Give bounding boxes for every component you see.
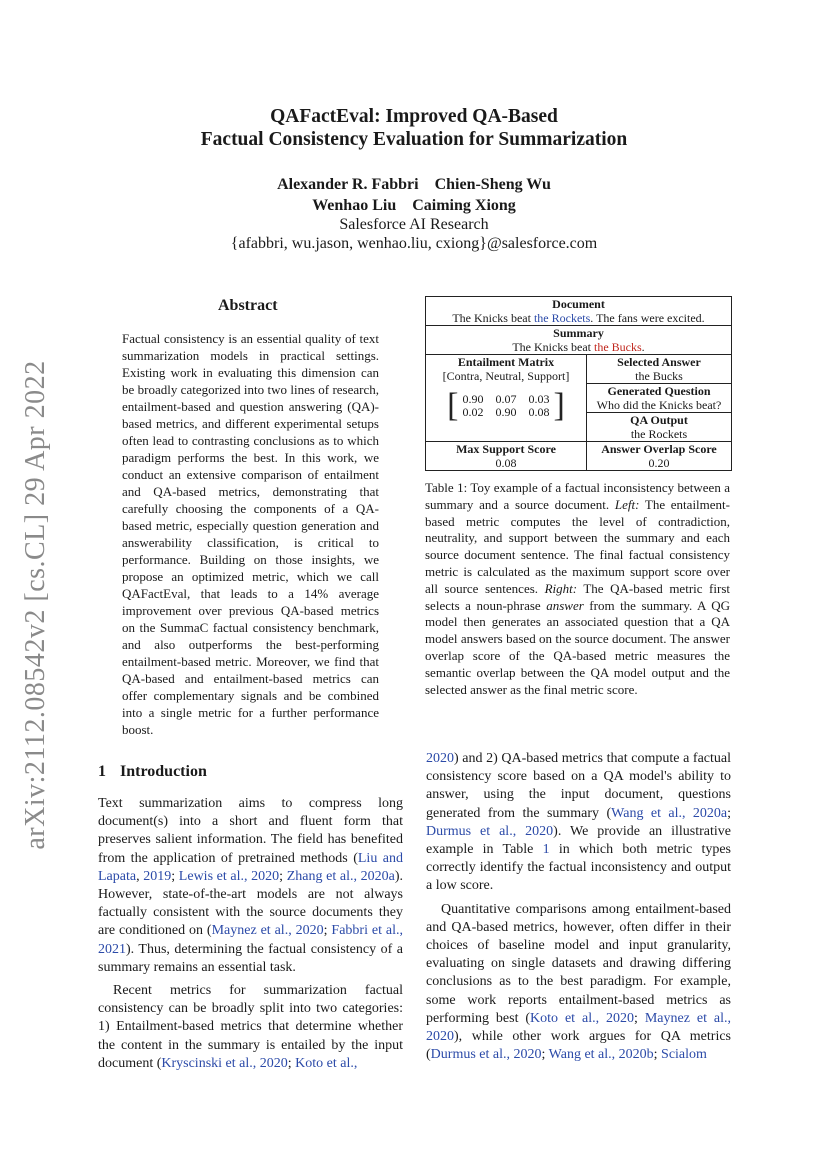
- document-text: . The fans were excited.: [590, 311, 705, 325]
- body-text: ;: [287, 1055, 296, 1071]
- citation-link[interactable]: Koto et al., 2020: [530, 1010, 635, 1026]
- matrix-value: 0.03: [528, 392, 550, 406]
- summary-text: .: [641, 340, 645, 354]
- citation-link[interactable]: 2020: [426, 751, 454, 766]
- citation-link[interactable]: Wang et al., 2020a: [611, 805, 728, 821]
- citation-link[interactable]: Wang et al., 2020b: [548, 1047, 654, 1063]
- caption-text: The entailment-based metric computes the level of contradiction, neutrality, and support between the summary and each source document sentence. The final factual consistency metric is calculated as the maximum support score over all source sentences.: [425, 496, 730, 596]
- max-support-label: Max Support Score: [456, 442, 556, 456]
- caption-text: The QA-based metric first selects a noun-phrase: [425, 580, 730, 613]
- selected-answer: the Bucks: [635, 369, 683, 383]
- paper-title-line1: QAFactEval: Improved QA-Based: [270, 106, 558, 127]
- body-text: ;: [653, 1047, 662, 1063]
- answer-overlap-label: Answer Overlap Score: [601, 442, 717, 456]
- qa-output-label: QA Output: [630, 413, 688, 427]
- caption-text: Table 1: Toy example of a factual inconsistency between a summary and a source document.: [425, 480, 730, 512]
- body-text: Quantitative comparisons among entailment-based and QA-based metrics, however, often differ in their choices of baseline model and input granularity, evaluating on single datasets and drawing differing conclusions as to the best paradigm. For example, some work reports entailment-based metrics as performing best (: [426, 901, 731, 1026]
- matrix-value: 0.02: [462, 405, 484, 419]
- intro-paragraph-1: [98, 795, 403, 977]
- abstract-text: Factual consistency is an essential quality of text summarization models in practical settings. Existing work in evaluating this dimension can be broadly categorized into two lines of research, entailment-based and question answering (QA)-based metrics, and different experimental setups often lead to contrasting conclusions as to which paradigm performs the best. In this work, we conduct an extensive comparison of entailment and QA-based metrics, demonstrating that carefully choosing the components of a QA-based metric, especially question generation and answerability classification, is critical to performance. Building on those insights, we propose an optimized metric, which we call QAFactEval, that leads to a 14% average improvement over previous QA-based metrics on the SummaC factual consistency benchmark, and also outperforms the best-performing entailment-based metric. Moreover, we find that QA-based and entailment-based metrics can offer complementary signals and be combined into a single metric for a further performance boost.: [122, 331, 379, 737]
- intro-left-column: [98, 795, 403, 1078]
- body-text: ) and 2) QA-based metrics that compute a factual consistency score based on a QA model's ability to answer, using the input document, questions generated from the summary (: [426, 751, 731, 821]
- generated-question: Who did the Knicks beat?: [596, 398, 722, 412]
- summary-text: The Knicks beat: [512, 340, 594, 354]
- body-text: ), while other work argues for QA metrics (: [426, 1029, 731, 1063]
- caption-answer-term: answer: [546, 597, 584, 613]
- generated-question-block: [587, 383, 731, 412]
- author-name: Caiming Xiong: [412, 197, 516, 214]
- arxiv-stamp: [12, 360, 60, 850]
- body-text: ). Thus, determining the factual consistency of a summary remains an essential task.: [98, 941, 403, 975]
- author-line-2: [0, 197, 828, 215]
- body-text: ). However, state-of-the-art models are not always factually consistent with the source documents they are conditioned on (: [98, 868, 404, 939]
- table-cell: Document: [552, 297, 605, 311]
- summary-highlight: the Bucks: [593, 340, 642, 354]
- table-row-summary-label: [426, 325, 731, 340]
- max-support-score: 0.08: [495, 456, 517, 470]
- matrix-value: 0.90: [462, 392, 484, 406]
- entailment-matrix: [426, 387, 586, 424]
- table-1-caption: [425, 480, 730, 698]
- selected-answer-label: Selected Answer: [617, 355, 701, 369]
- citation-link[interactable]: Fabbri et al., 2021: [98, 923, 404, 957]
- body-text: ;: [541, 1047, 549, 1063]
- body-text: Recent metrics for summarization factual consistency can be broadly split into two categories: 1) Entailment-based metrics that determine whether the content in the summary is entailed by the input document (: [98, 983, 403, 1071]
- qa-cell: [587, 355, 731, 441]
- author-line-1: [0, 176, 828, 194]
- author-name: Chien-Sheng Wu: [434, 176, 551, 193]
- citation-link[interactable]: Durmus et al., 2020: [430, 1047, 542, 1063]
- citation-link[interactable]: Maynez et al., 2020: [211, 923, 324, 939]
- body-text: ,: [136, 868, 144, 884]
- section-title: Introduction: [120, 763, 207, 780]
- intro-paragraph-3: [426, 901, 731, 1065]
- table-row-summary: [426, 340, 731, 354]
- table-ref-link[interactable]: 1: [542, 842, 550, 858]
- entailment-matrix-label: Entailment Matrix: [457, 355, 555, 369]
- arxiv-stamp-text: arXiv:2112.08542v2 [cs.CL] 29 Apr 2022: [20, 360, 51, 850]
- citation-link[interactable]: 2019: [143, 868, 172, 884]
- entailment-matrix-sub: [Contra, Neutral, Support]: [442, 369, 570, 383]
- body-text: ;: [279, 868, 287, 884]
- table-row-document-label: [426, 297, 731, 311]
- section-number: 1: [98, 763, 106, 780]
- table-row-metrics: [426, 354, 731, 441]
- max-support-cell: [426, 442, 587, 470]
- citation-link[interactable]: Zhang et al., 2020a: [286, 868, 395, 884]
- table-cell: [426, 311, 731, 325]
- answer-overlap-cell: [587, 442, 731, 470]
- intro-right-column: [426, 750, 731, 1069]
- table-cell: [426, 340, 731, 354]
- qa-output-block: [587, 412, 731, 441]
- matrix-right-bracket: ]: [553, 387, 565, 424]
- author-name: Alexander R. Fabbri: [277, 176, 419, 193]
- matrix-left-bracket: [: [447, 387, 459, 424]
- table-row-document: [426, 311, 731, 325]
- caption-left-label: Left:: [614, 496, 640, 512]
- intro-paragraph-2-cont: [426, 750, 731, 896]
- caption-right-label: Right:: [544, 580, 578, 596]
- matrix-value: 0.07: [495, 392, 517, 406]
- body-text: ;: [171, 868, 179, 884]
- matrix-value: 0.08: [528, 405, 550, 419]
- abstract-heading: Abstract: [218, 297, 278, 314]
- body-text: in which both metric types correctly identify the factual inconsistency and output a low score.: [426, 842, 731, 894]
- matrix-value: 0.90: [495, 405, 517, 419]
- document-highlight: the Rockets: [533, 311, 591, 325]
- citation-link[interactable]: Lewis et al., 2020: [178, 868, 280, 884]
- author-emails: {afabbri, wu.jason, wenhao.liu, cxiong}@salesforce.com: [230, 235, 598, 252]
- citation-link[interactable]: Scialom: [661, 1047, 707, 1063]
- table-1: [425, 296, 732, 471]
- citation-link[interactable]: Maynez et al., 2020: [426, 1010, 732, 1045]
- citation-link[interactable]: Durmus et al., 2020: [426, 823, 554, 839]
- body-text: ;: [727, 805, 731, 821]
- caption-text: from the summary. A QG model then generates an associated question that a QA model answers based on the source document. The answer overlap score of the QA-based metric measures the semantic overlap between the QA model output and the selected answer as the final metric score.: [425, 597, 730, 697]
- citation-link[interactable]: Kryscinski et al., 2020: [161, 1055, 288, 1071]
- document-text: The Knicks beat: [452, 311, 534, 325]
- qa-output: the Rockets: [630, 427, 688, 441]
- section-heading-introduction: [98, 763, 207, 781]
- body-text: ;: [634, 1010, 645, 1026]
- matrix-grid: [463, 393, 550, 419]
- body-text: ;: [323, 923, 332, 939]
- affiliation: Salesforce AI Research: [339, 216, 489, 233]
- paper-title-line2: Factual Consistency Evaluation for Summarization: [200, 129, 628, 150]
- citation-link[interactable]: Koto et al.,: [295, 1055, 358, 1071]
- table-cell: Summary: [553, 326, 604, 340]
- body-text: Text summarization aims to compress long document(s) into a short and fluent form that preserves salient information. The field has benefited from the application of pretrained methods (: [98, 796, 403, 866]
- answer-overlap-score: 0.20: [648, 456, 670, 470]
- entailment-cell: [426, 355, 587, 441]
- body-text: ). We provide an illustrative example in Table: [426, 823, 731, 858]
- generated-question-label: Generated Question: [607, 384, 711, 398]
- author-name: Wenhao Liu: [312, 197, 397, 214]
- intro-paragraph-2: [98, 982, 403, 1073]
- citation-link[interactable]: Liu and Lapata: [98, 850, 404, 884]
- table-row-scores: [426, 441, 731, 470]
